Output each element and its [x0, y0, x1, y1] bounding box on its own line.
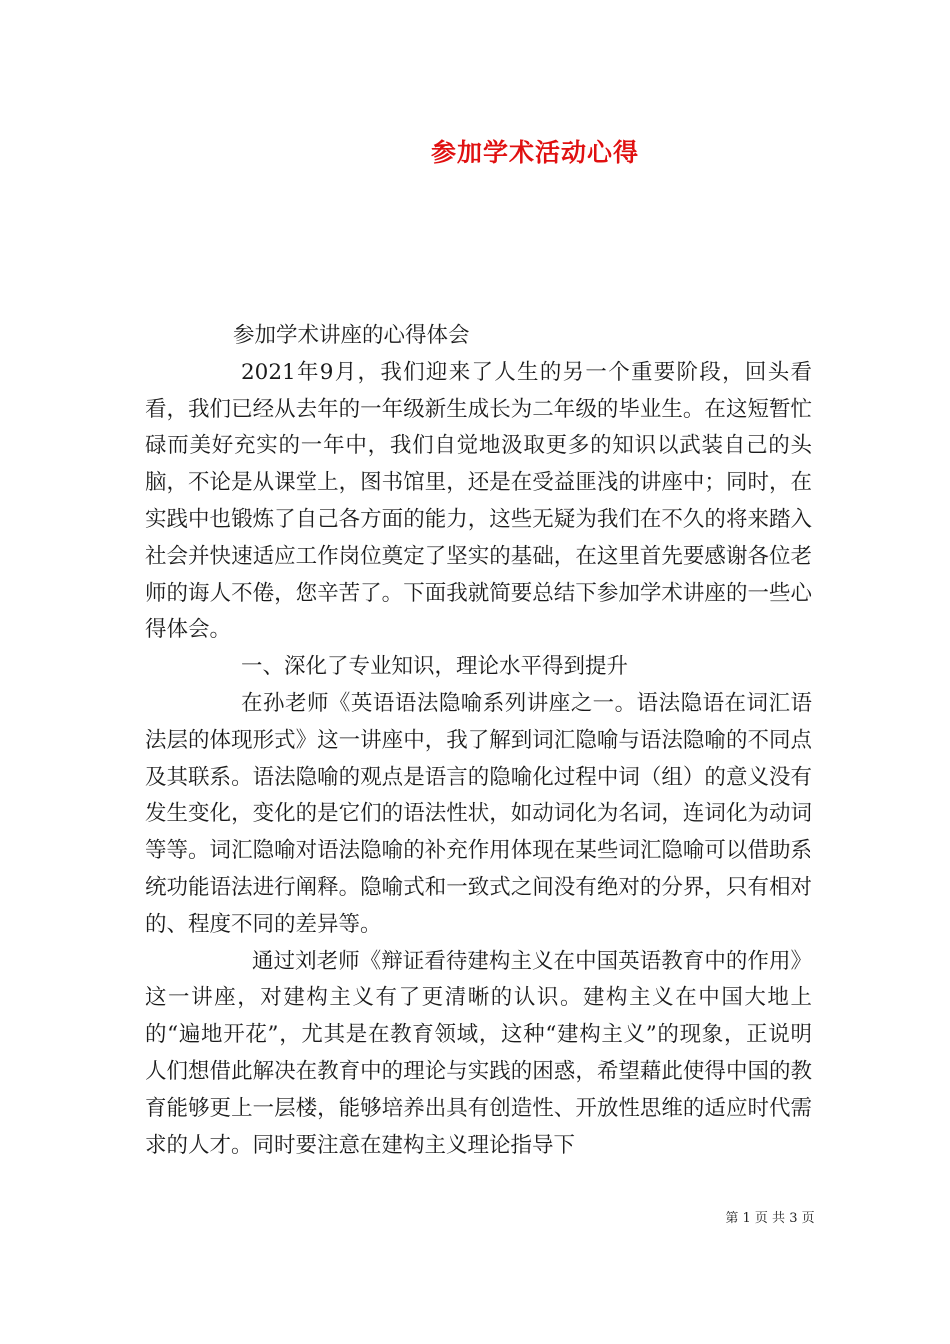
document-title: 参加学术活动心得 — [430, 138, 639, 167]
paragraph-liu-lecture: 通过刘老师《辩证看待建构主义在中国英语教育中的作用》这一讲座，对建构主义有了更清晰的认识。建构主义在中国大地上的“遍地开花”，尤其是在教育领域，这种“建构主义”的现象，正说明人们想借此解决在教育中的理论与实践的困惑，希望藉此使得中国的教育能够更上一层楼，能够培养出具有创造性、开放性思维的适应时代需求的人才。同时要注意在建构主义理论指导下 — [145, 948, 812, 1158]
document-body — [145, 318, 812, 1164]
page-number: 第 1 页 共 3 页 — [725, 1211, 815, 1226]
paragraph-sun-lecture: 在孙老师《英语语法隐喻系列讲座之一。语法隐语在词汇语法层的体现形式》这一讲座中，我了解到词汇隐喻与语法隐喻的不同点及其联系。语法隐喻的观点是语言的隐喻化过程中词（组）的意义没有发生变化，变化的是它们的语法性状，如动词化为名词，连词化为动词等等。词汇隐喻对语法隐喻的补充作用体现在某些词汇隐喻可以借助系统功能语法进行阐释。隐喻式和一致式之间没有绝对的分界，只有相对的、程度不同的差异等。 — [145, 690, 812, 937]
section-heading: 一、深化了专业知识，理论水平得到提升 — [241, 654, 629, 680]
paragraph-intro: 2021年9月，我们迎来了人生的另一个重要阶段，回头看看，我们已经从去年的一年级新生成长为二年级的毕业生。在这短暂忙碌而美好充实的一年中，我们自觉地汲取更多的知识以武装自己的头脑，不论是从课堂上，图书馆里，还是在受益匪浅的讲座中；同时，在实践中也锻炼了自己各方面的能力，这些无疑为我们在不久的将来踏入社会并快速适应工作岗位奠定了坚实的基础，在这里首先要感谢各位老师的诲人不倦，您辛苦了。下面我就简要总结下参加学术讲座的一些心得体会。 — [145, 359, 812, 643]
document-subtitle: 参加学术讲座的心得体会 — [233, 323, 470, 348]
